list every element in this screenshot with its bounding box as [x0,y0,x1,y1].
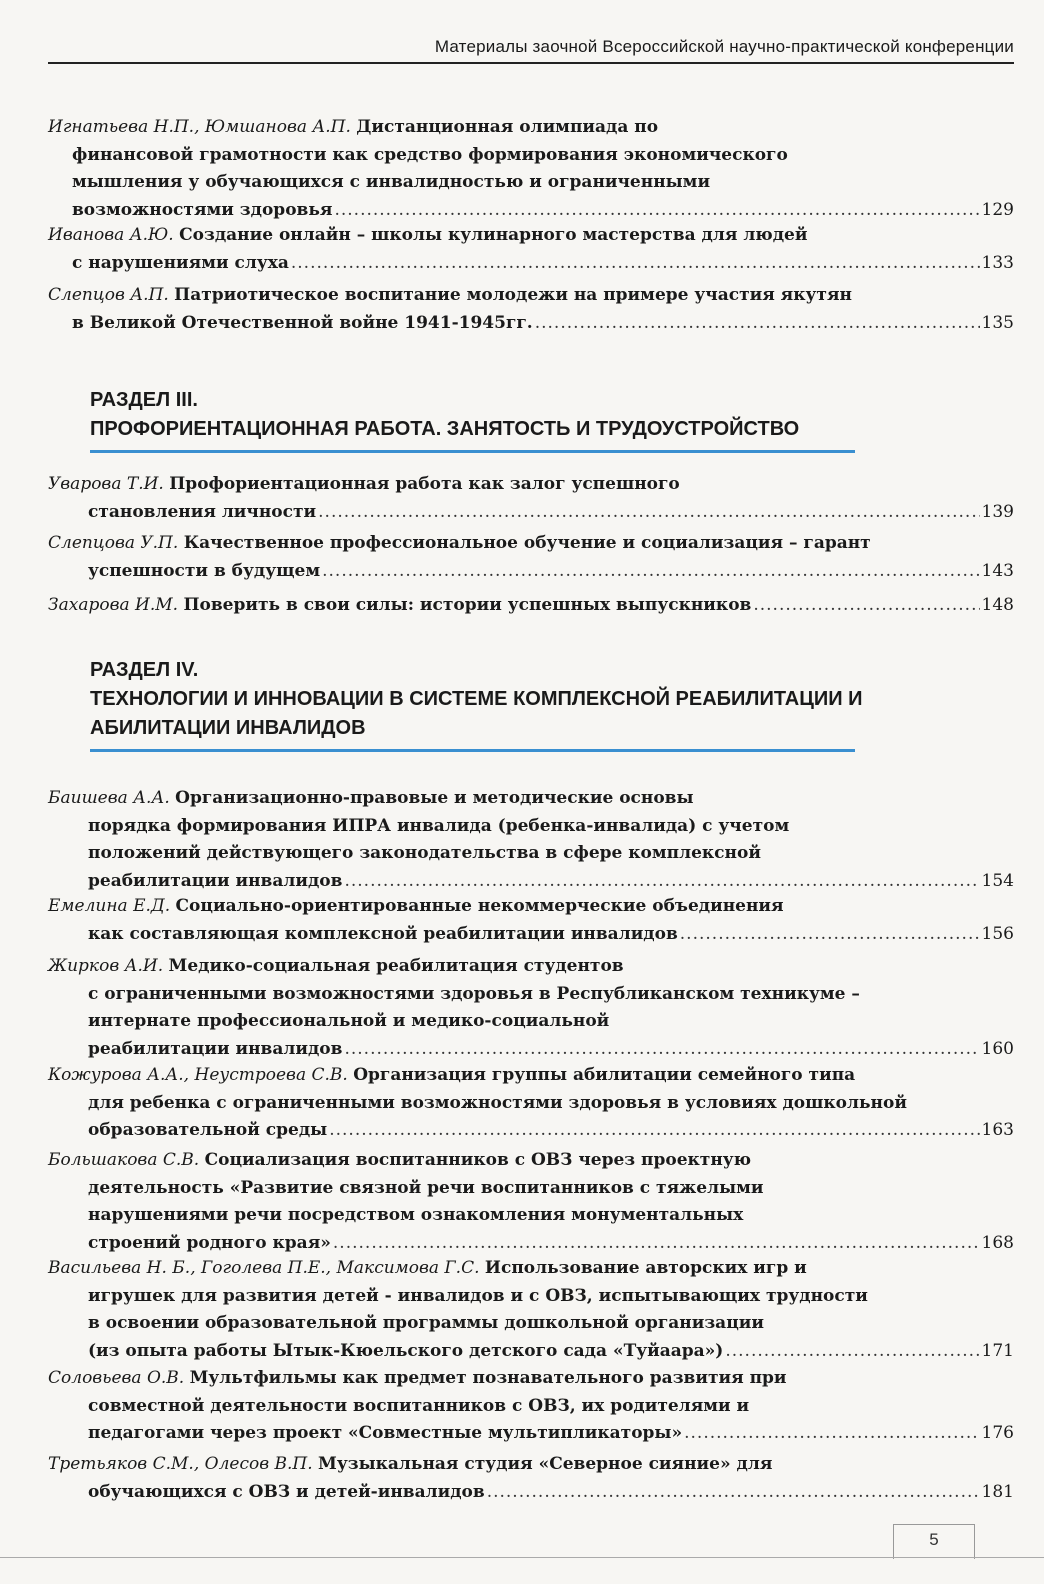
entry-page-number: 129 [981,199,1014,220]
toc-entry[interactable] [48,222,1014,277]
toc-entry[interactable] [48,1365,1014,1448]
entry-title-line: финансовой грамотности как средство формирования экономического [72,144,788,165]
entry-title-line: как составляющая комплексной реабилитации инвалидов [88,923,678,944]
entry-author: Большакова С.В. [48,1150,200,1170]
entry-title-line: с ограниченными возможностями здоровья в Республиканском техникуме – [88,983,860,1004]
entry-title-line: в освоении образовательной программы дошкольной организации [88,1313,764,1333]
toc-entry[interactable] [48,893,1014,948]
entry-title-line: обучающихся с ОВЗ и детей-инвалидов [88,1481,485,1502]
entry-title-line: игрушек для развития детей - инвалидов и с ОВЗ, испытывающих трудности [88,1285,868,1306]
entry-title-line: Социализация воспитанников с ОВЗ через проектную [204,1150,752,1170]
entry-author: Игнатьева Н.П., Юмшанова А.П. [48,117,351,137]
entry-author: Иванова А.Ю. [48,225,174,245]
entry-page-number: 181 [981,1481,1014,1502]
entry-title-line: Дистанционная олимпиада по [356,117,659,137]
entry-title-line: становления личности [88,501,317,522]
entry-page-number: 148 [981,595,1014,615]
entry-page-number: 154 [981,870,1014,891]
entry-title-line: совместной деятельности воспитанников с ОВЗ, их родителями и [88,1395,750,1416]
entry-title-line: Медико-социальная реабилитация студентов [168,956,624,976]
toc-entry[interactable] [48,785,1014,895]
dot-leader [684,1420,979,1448]
entry-title-line: нарушениями речи посредством ознакомления монументальных [88,1205,744,1225]
entry-title-line: положений действующего законодательства в сфере комплексной [88,843,761,863]
entry-title-line: педагогами через проект «Совместные мультипликаторы» [88,1423,683,1443]
section-underline [90,749,855,752]
toc-entry[interactable] [48,530,1014,585]
page-number-box [893,1524,975,1559]
entry-title-line: Профориентационная работа как залог успешного [169,474,680,494]
section-title: ПРОФОРИЕНТАЦИОННАЯ РАБОТА. ЗАНЯТОСТЬ И ТРУДОУСТРОЙСТВО [90,418,800,440]
dot-leader [333,1230,980,1258]
toc-entry[interactable] [48,1451,1014,1506]
entry-title-line: Качественное профессиональное обучение и социализация – гарант [183,533,871,553]
section-heading [90,386,1010,453]
page-number: 5 [929,1530,939,1549]
toc-entry[interactable] [48,1147,1014,1257]
entry-title-line: Мультфильмы как предмет познавательного развития при [189,1368,787,1388]
entry-title-line: с нарушениями слуха [72,252,289,273]
entry-page-number: 176 [981,1423,1014,1443]
entry-page-number: 156 [981,923,1014,944]
toc-entry[interactable] [48,953,1014,1063]
entry-author: Жирков А.И. [48,956,164,976]
entry-title-line: Создание онлайн – школы кулинарного мастерства для людей [179,225,808,245]
entry-author: Кожурова А.А., Неустроева С.В. [48,1065,348,1085]
entry-title-line: образовательной среды [88,1120,328,1140]
entry-title-line: Использование авторских игр и [484,1258,807,1278]
entry-page-number: 171 [981,1340,1014,1361]
toc-entry[interactable] [48,1255,1014,1365]
dot-leader [344,868,979,896]
entry-title-line: (из опыта работы Ытык-Кюельского детского сада «Туйаара») [88,1340,724,1361]
section-label: РАЗДЕЛ III. [90,389,198,411]
entry-title-line: мышления у обучающихся с инвалидностью и ограниченными [72,172,711,192]
section-title-continued: АБИЛИТАЦИИ ИНВАЛИДОВ [90,717,366,739]
entry-author: Слепцова У.П. [48,533,179,553]
dot-leader [322,558,979,586]
entry-title-line: возможностями здоровья [72,199,333,220]
running-header-text: Материалы заочной Всероссийской научно-практической конференции [434,37,1014,56]
entry-author: Слепцов А.П. [48,285,169,305]
dot-leader [334,197,979,225]
dot-leader [535,310,980,338]
entry-title-line: реабилитации инвалидов [88,870,343,891]
dot-leader [344,1036,979,1064]
toc-entry[interactable] [48,471,1014,526]
toc-entry[interactable] [48,1062,1014,1145]
toc-entry[interactable] [48,592,1014,620]
entry-author: Васильева Н. Б., Гоголева П.Е., Максимова Г.С. [48,1258,480,1278]
dot-leader [753,592,979,620]
entry-title-line: Организация группы абилитации семейного типа [353,1065,856,1085]
dot-leader [318,499,979,527]
entry-author: Уварова Т.И. [48,474,164,494]
toc-entry[interactable] [48,282,1014,337]
toc-entry[interactable] [48,114,1014,224]
entry-title-line: в Великой Отечественной войне 1941-1945гг. [72,312,533,333]
entry-page-number: 139 [981,501,1014,522]
entry-title-line: строений родного края» [88,1232,331,1253]
entry-author: Захарова И.М. [48,595,179,615]
entry-title-line: Организационно-правовые и методические основы [175,788,694,808]
dot-leader [680,921,980,949]
dot-leader [291,250,980,278]
entry-title-line: успешности в будущем [88,560,321,581]
section-heading [90,656,1010,752]
entry-title-line: реабилитации инвалидов [88,1038,343,1059]
bottom-divider [0,1557,1044,1558]
entry-page-number: 168 [981,1232,1014,1253]
entry-title-line: Патриотическое воспитание молодежи на примере участия якутян [174,285,852,305]
entry-author: Третьяков С.М., Олесов В.П. [48,1454,313,1474]
entry-page-number: 163 [981,1120,1014,1140]
entry-title-line: интернате профессиональной и медико-социальной [88,1011,610,1031]
entry-page-number: 143 [981,560,1014,581]
section-underline [90,450,855,453]
entry-title-line: Социально-ориентированные некоммерческие объединения [175,896,784,916]
entry-title-line: для ребенка с ограниченными возможностями здоровья в условиях дошкольной [88,1092,907,1113]
dot-leader [487,1479,980,1507]
entry-author: Емелина Е.Д. [48,896,171,916]
entry-author: Соловьева О.В. [48,1368,185,1388]
section-label: РАЗДЕЛ IV. [90,659,199,681]
entry-page-number: 135 [981,312,1014,333]
entry-title-line: Музыкальная студия «Северное сияние» для [318,1454,773,1474]
entry-author: Баишева А.А. [48,788,170,808]
dot-leader [725,1338,979,1366]
section-title: ТЕХНОЛОГИИ И ИННОВАЦИИ В СИСТЕМЕ КОМПЛЕКСНОЙ РЕАБИЛИТАЦИИ И [90,688,863,710]
entry-page-number: 133 [981,252,1014,273]
entry-page-number: 160 [981,1038,1014,1059]
entry-title-line: деятельность «Развитие связной речи воспитанников с тяжелыми [88,1177,764,1198]
dot-leader [329,1117,979,1145]
running-header [48,36,1014,64]
entry-title-line: порядка формирования ИПРА инвалида (ребенка-инвалида) с учетом [88,815,790,836]
entry-title-line: Поверить в свои силы: истории успешных выпускников [183,595,752,615]
